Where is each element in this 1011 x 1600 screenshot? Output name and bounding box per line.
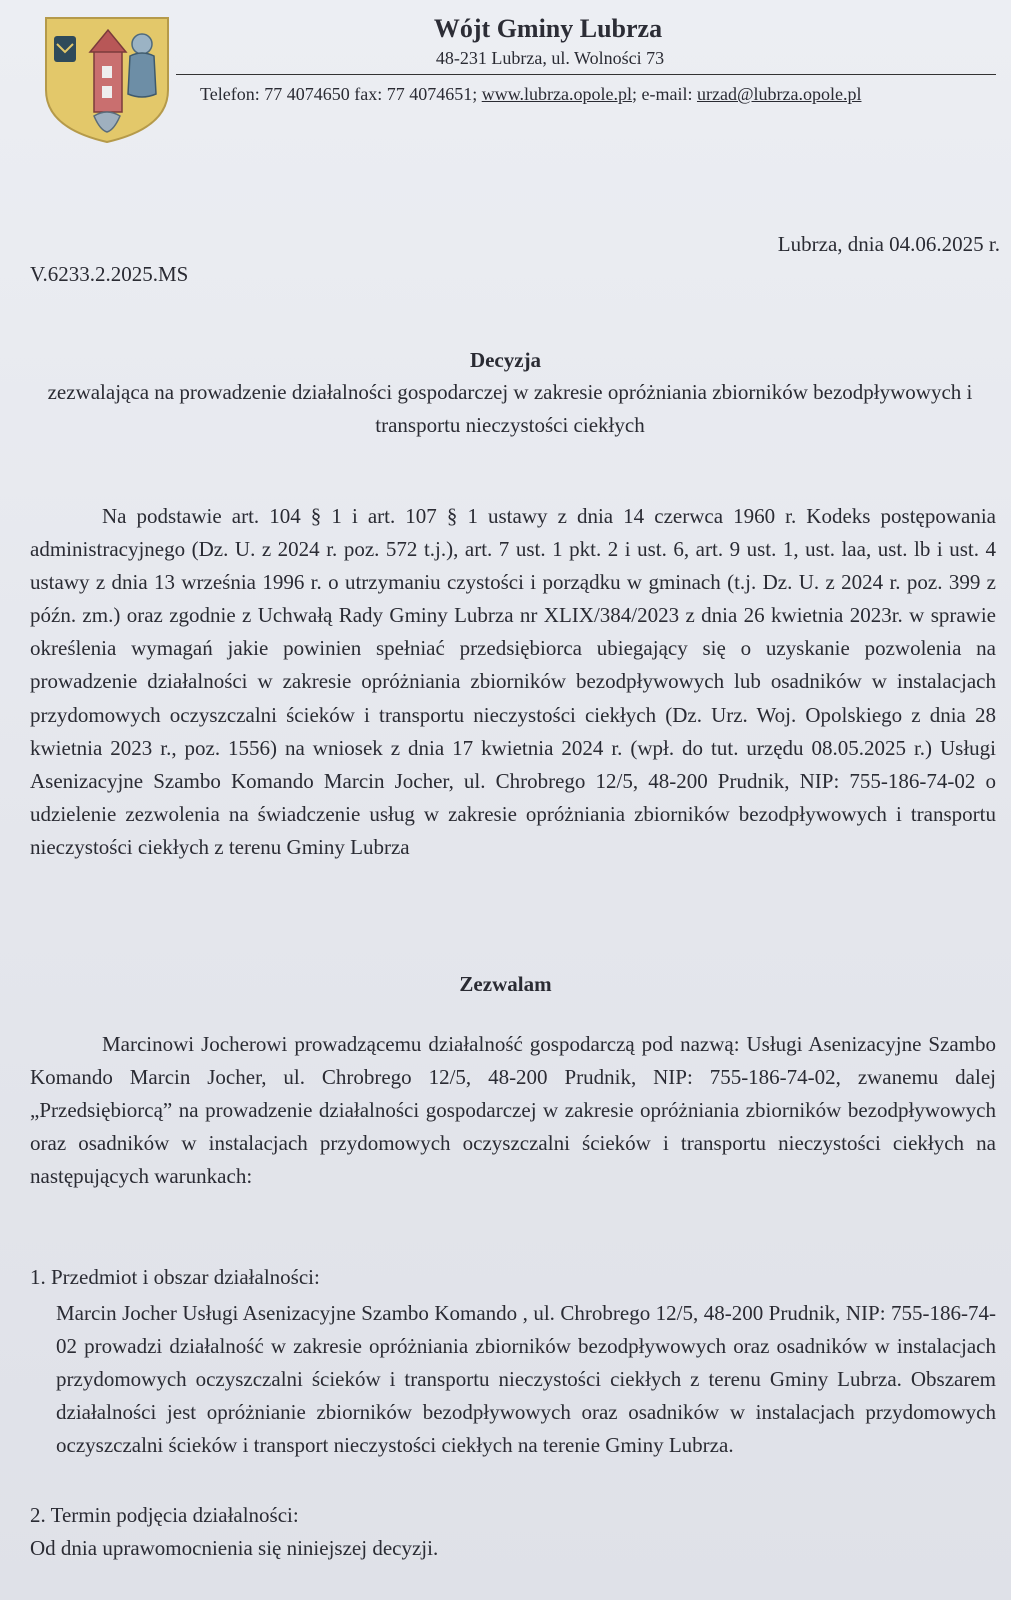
authorize-heading: Zezwalam	[459, 972, 552, 996]
coat-of-arms-icon	[44, 16, 170, 144]
condition-2-body: Od dnia uprawomocnienia się niniejszej decyzji.	[30, 1536, 439, 1560]
email-label: ; e-mail:	[632, 84, 697, 104]
authorization-paragraph: Marcinowi Jocherowi prowadzącemu działalność gospodarczą pod nazwą: Usługi Asenizacyjne Szambo Komando Marcin Jocher, ul. Chrobrego 12/5, 48-200 Prudnik, NIP: 755-186-74-02, zwanemu dalej „Przedsiębiorcą” na prowadzenie działalności gospodarczej w zakresie opróżniania zbiorników bezodpływowych oraz osadników w instalacjach przydomowych oczyszczalni ścieków i transportu nieczystości ciekłych na następujących warunkach:	[30, 1032, 996, 1189]
condition-2-title: 2. Termin podjęcia działalności:	[30, 1503, 299, 1527]
decision-title: Decyzja	[469, 348, 542, 372]
email-link[interactable]: urzad@lubrza.opole.pl	[696, 84, 862, 104]
legal-basis-paragraph: Na podstawie art. 104 § 1 i art. 107 § 1 ustawy z dnia 14 czerwca 1960 r. Kodeks postępowania administracyjnego (Dz. U. z 2024 r. poz. 572 t.j.), art. 7 ust. 1 pkt. 2 i ust. 6, art. 9 ust. 1, ust. laa, ust. lb i ust. 4 ustawy z dnia 13 września 1996 r. o utrzymaniu czystości i porządku w gminach (t.j. Dz. U. z 2024 r. poz. 399 z późn. zm.) oraz zgodnie z Uchwałą Rady Gminy Lubrza nr XLIX/384/2023 z dnia 26 kwietnia 2023r. w sprawie określenia wymagań jakie powinien spełniać przedsiębiorca ubiegający się o uzyskanie pozwolenia na prowadzenie działalności w zakresie opróżniania zbiorników bezodpływowych lub osadników w instalacjach przydomowych oczyszczalni ścieków i transportu nieczystości ciekłych (Dz. Urz. Woj. Opolskiego z dnia 28 kwietnia 2023 r., poz. 1556) na wniosek z dnia 17 kwietnia 2024 r. (wpł. do tut. urzędu 08.05.2025 r.) Usługi Asenizacyjne Szambo Komando Marcin Jocher, ul. Chrobrego 12/5, 48-200 Prudnik, NIP: 755-186-74-02 o udzielenie zezwolenia na świadczenie usług w zakresie opróżniania zbiorników bezodpływowych i transportu nieczystości ciekłych z terenu Gminy Lubrza	[30, 504, 996, 859]
condition-1-body: Marcin Jocher Usługi Asenizacyjne Szambo Komando , ul. Chrobrego 12/5, 48-200 Prudnik, NIP: 755-186-74-02 prowadzi działalność w zakresie opróżniania zbiorników bezodpływowych oraz osadników w instalacjach przydomowych oczyszczalni ścieków i transportu nieczystości ciekłych z terenu Gminy Lubrza. Obszarem działalności jest opróżnianie zbiorników bezodpływowych oraz osadników w instalacjach przydomowych oczyszczalni ścieków i transport nieczystości ciekłych na terenie Gminy Lubrza.	[56, 1301, 996, 1458]
place-date: Lubrza, dnia 04.06.2025 r.	[777, 232, 1000, 256]
phone-fax-text: Telefon: 77 4074650 fax: 77 4074651;	[200, 84, 482, 104]
header-divider	[176, 74, 996, 75]
decision-subtitle: zezwalająca na prowadzenie działalności gospodarczej w zakresie opróżniania zbiorników bezodpływowych i transportu nieczystości ciekłych	[47, 380, 973, 437]
reference-number: V.6233.2.2025.MS	[30, 262, 189, 286]
office-address: 48-231 Lubrza, ul. Wolności 73	[435, 48, 665, 68]
office-name: Wójt Gminy Lubrza	[433, 14, 663, 43]
website-link[interactable]: www.lubrza.opole.pl	[481, 84, 632, 104]
contact-line	[200, 84, 990, 105]
condition-1-title: 1. Przedmiot i obszar działalności:	[30, 1265, 320, 1289]
